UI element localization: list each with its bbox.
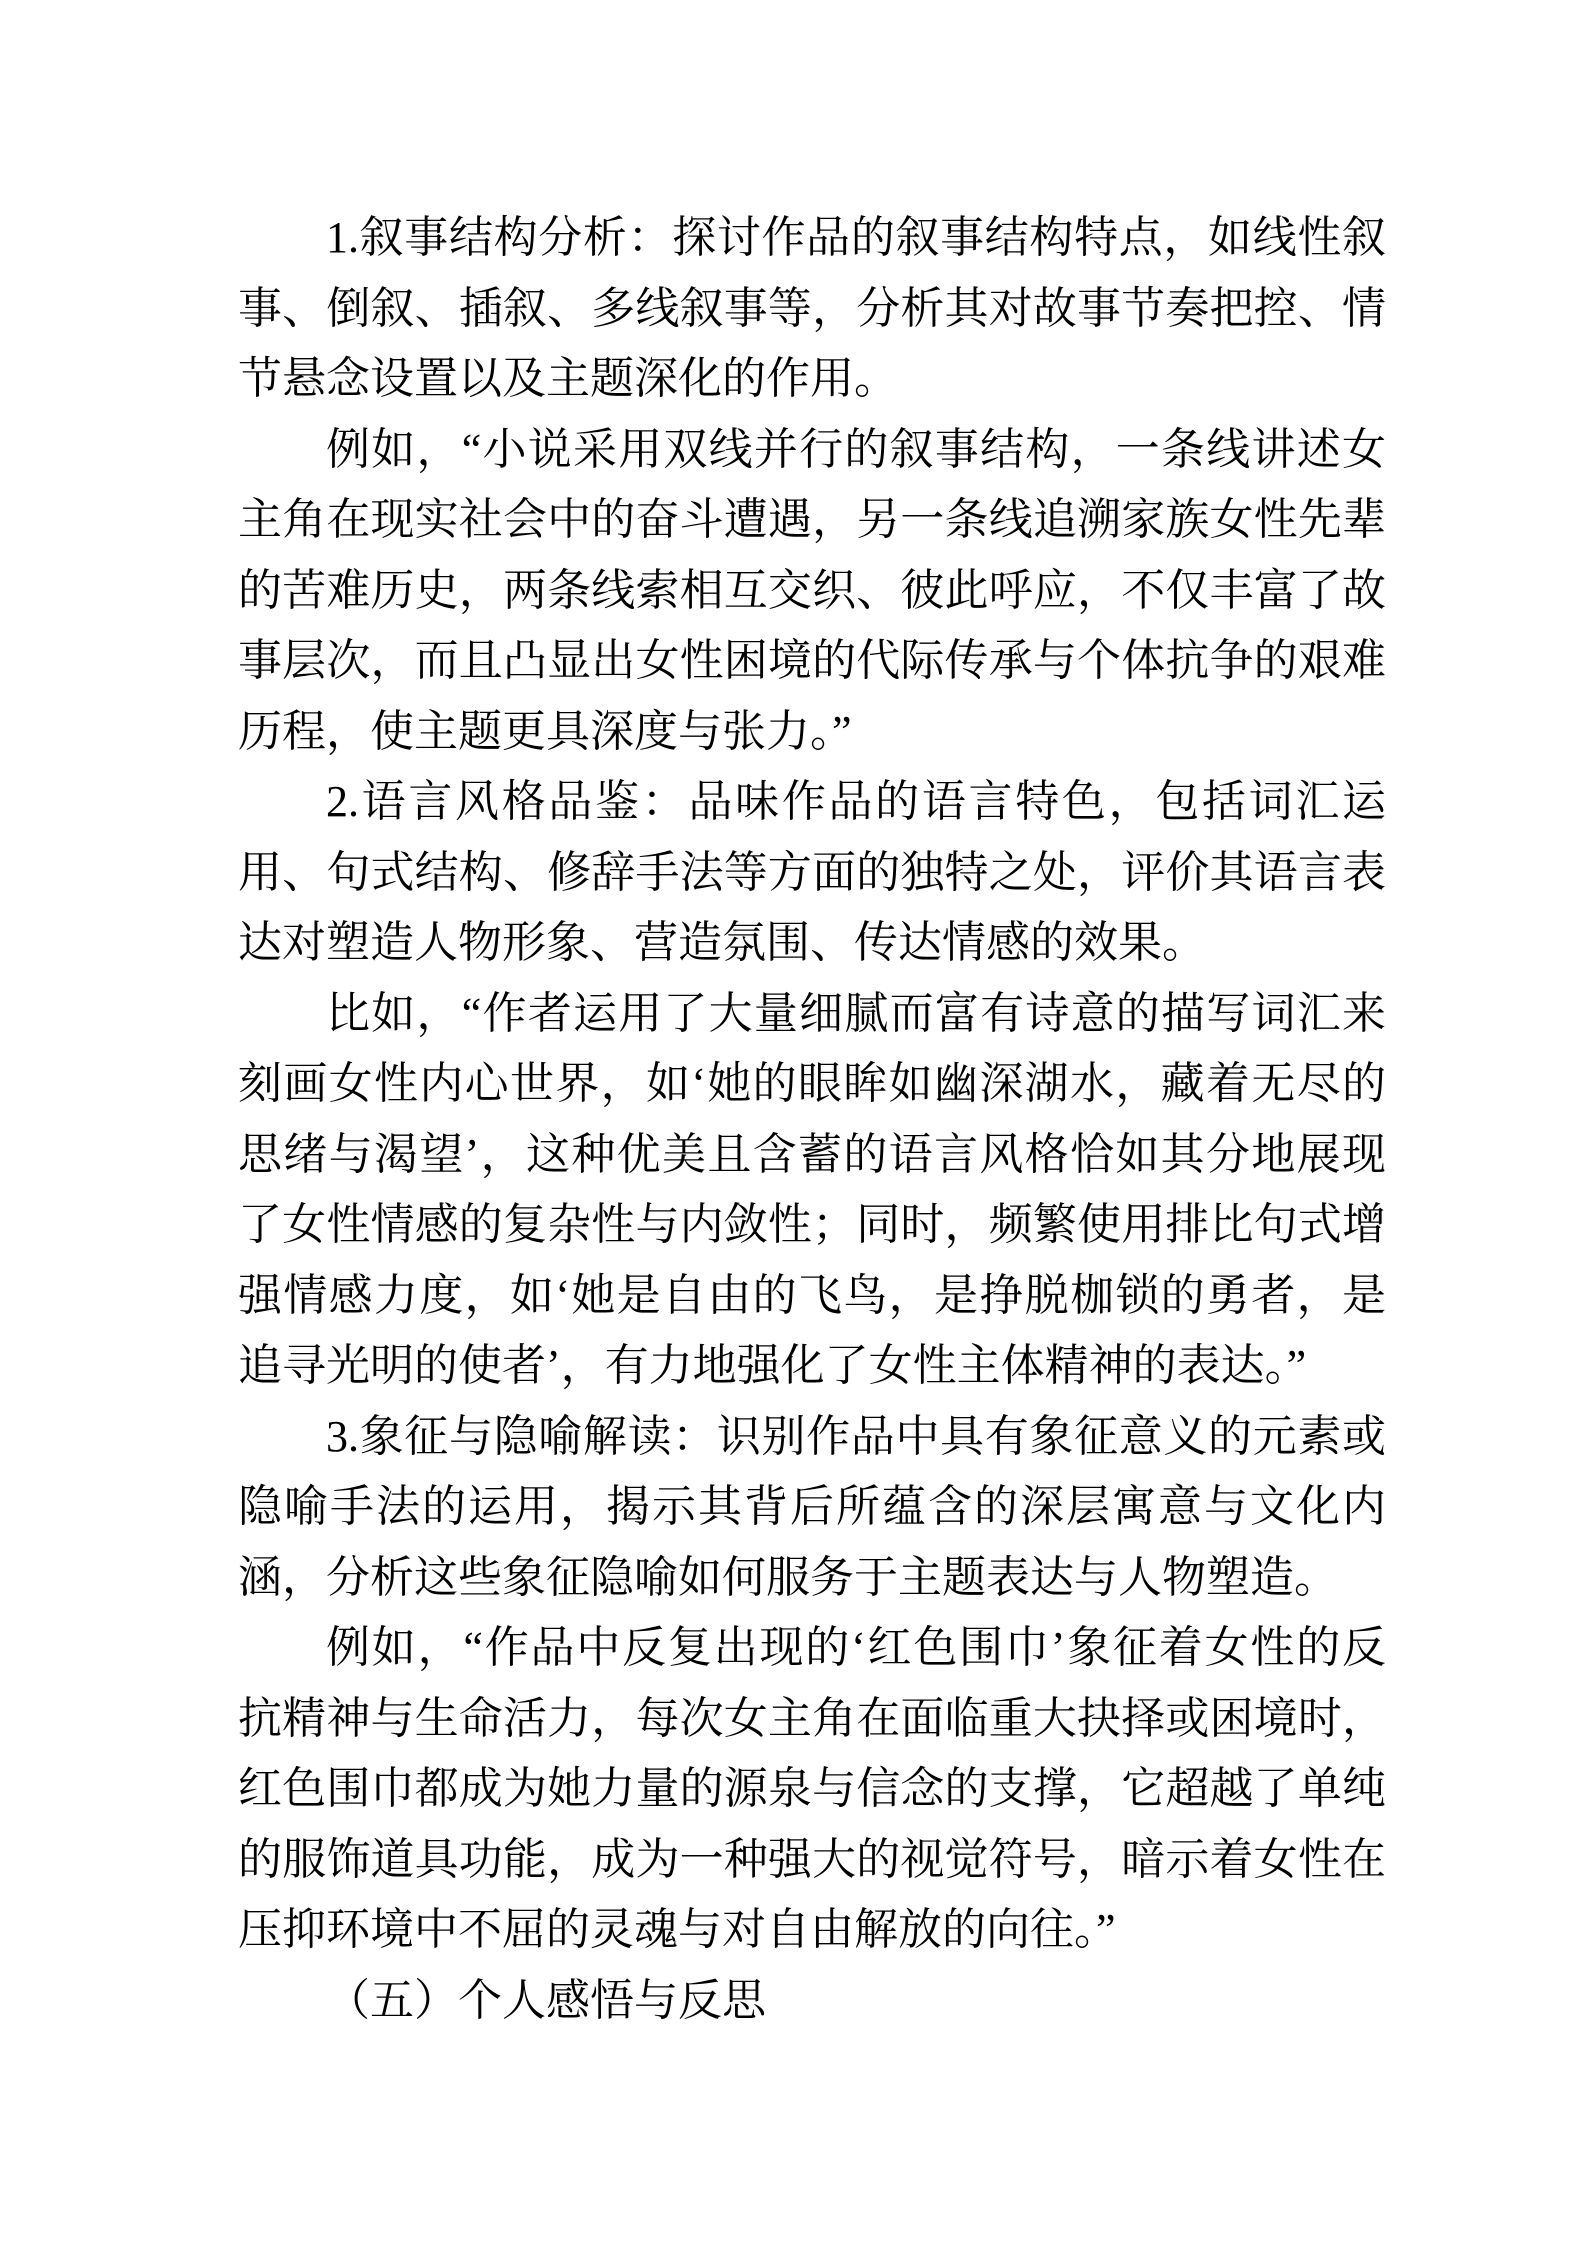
paragraph-example-1: 例如，“小说采用双线并行的叙事结构，一条线讲述女主角在现实社会中的奋斗遭遇，另一条线追溯家族女性先辈的苦难历史，两条线索相互交织、彼此呼应，不仅丰富了故事层次，而且凸显出女性困境的代际传承与个体抗争的艰难历程，使主题更具深度与张力。” [238, 424, 1386, 756]
section-heading: （五）个人感悟与反思 [326, 1975, 766, 2025]
paragraph-numbered-point-2: 2.语言风格品鉴：品味作品的语言特色，包括词汇运用、句式结构、修辞手法等方面的独特之处，评价其语言表达对塑造人物形象、营造氛围、传达情感的效果。 [238, 777, 1386, 967]
paragraph-numbered-point-3: 3.象征与隐喻解读：识别作品中具有象征意义的元素或隐喻手法的运用，揭示其背后所蕴含的深层寓意与文化内涵，分析这些象征隐喻如何服务于主题表达与人物塑造。 [238, 1411, 1386, 1602]
paragraph-example-2: 比如，“作者运用了大量细腻而富有诗意的描写词汇来刻画女性内心世界，如‘她的眼眸如幽深湖水，藏着无尽的思绪与渴望’，这种优美且含蓄的语言风格恰如其分地展现了女性情感的复杂性与内敛性；同时，频繁使用排比句式增强情感力度，如‘她是自由的飞鸟，是挣脱枷锁的勇者，是追寻光明的使者’，有力地强化了女性主体精神的表达。” [238, 988, 1386, 1390]
paragraph-numbered-point-1: 1.叙事结构分析：探讨作品的叙事结构特点，如线性叙事、倒叙、插叙、多线叙事等，分析其对故事节奏把控、情节悬念设置以及主题深化的作用。 [238, 213, 1386, 403]
document-text-block [238, 203, 1386, 2036]
paragraph-example-3: 例如，“作品中反复出现的‘红色围巾’象征着女性的反抗精神与生命活力，每次女主角在面临重大抉择或困境时，红色围巾都成为她力量的源泉与信念的支撑，它超越了单纯的服饰道具功能，成为一种强大的视觉符号，暗示着女性在压抑环境中不屈的灵魂与对自由解放的向往。” [238, 1623, 1386, 1954]
